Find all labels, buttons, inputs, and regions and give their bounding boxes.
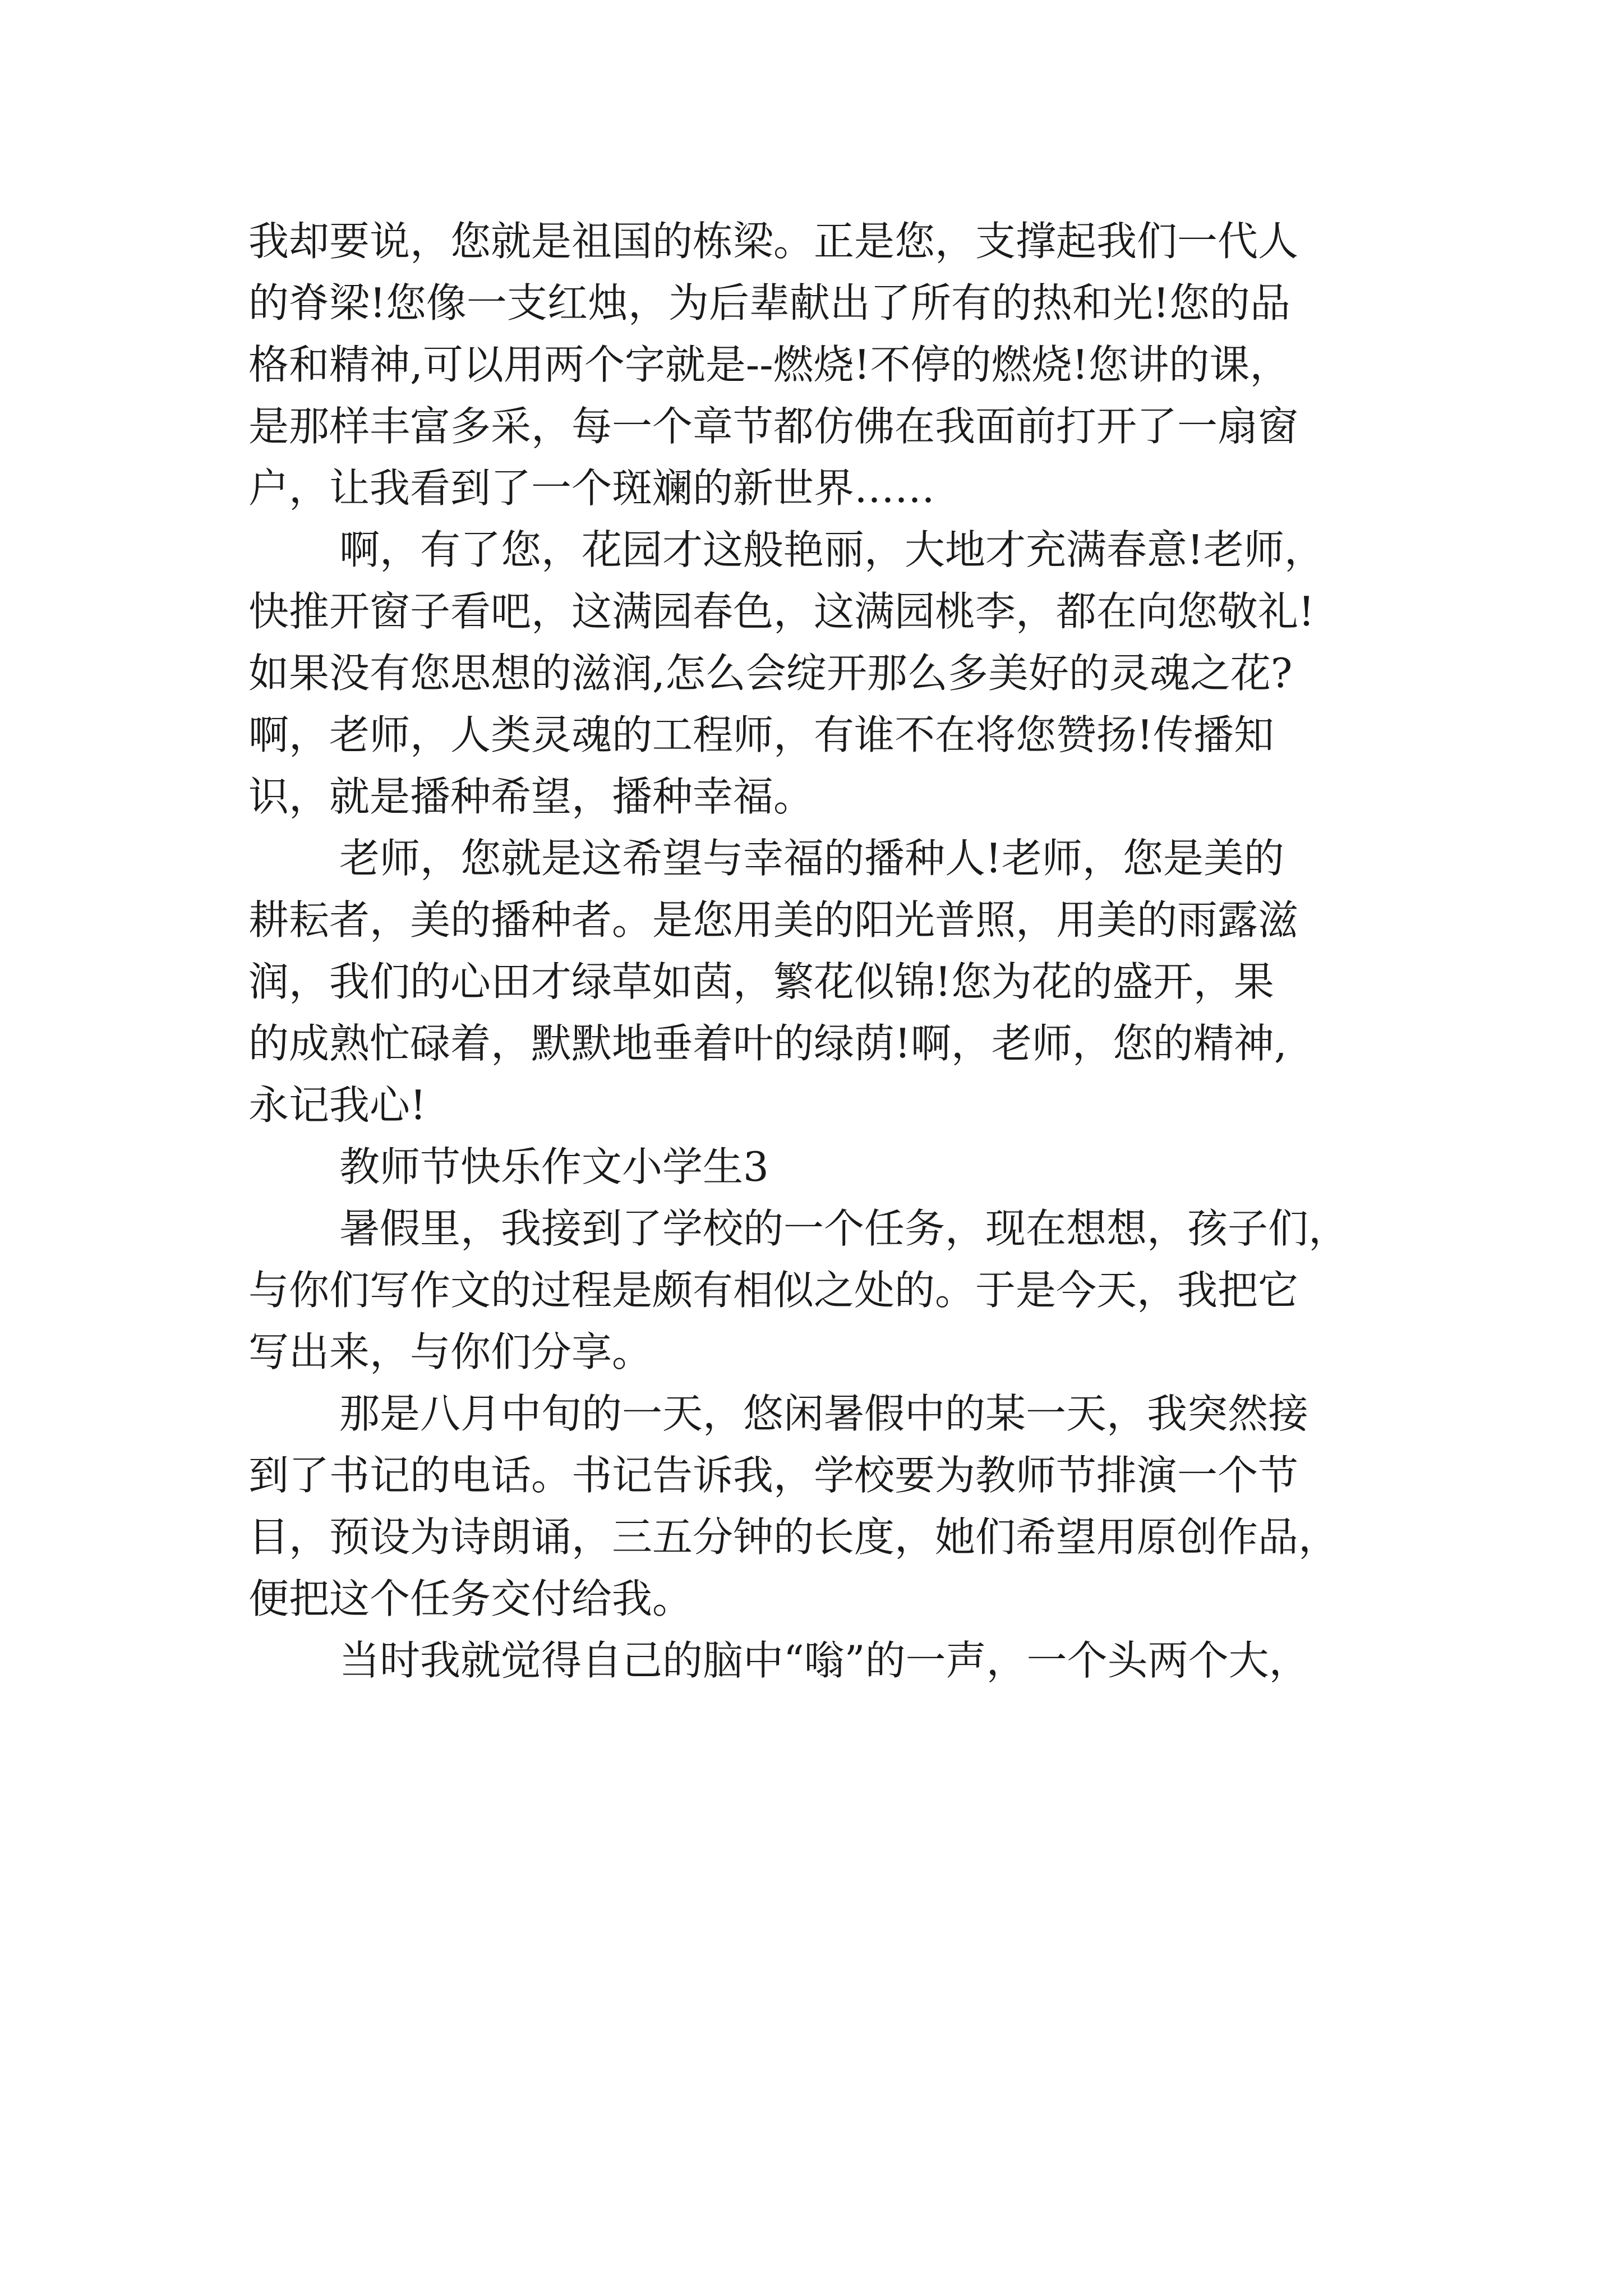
- paragraph-line: 润，我们的心田才绿草如茵，繁花似锦!您为花的盛开，果: [248, 958, 1274, 1005]
- paragraph-line: 啊，有了您，花园才这般艳丽，大地才充满春意!老师，: [339, 526, 1325, 573]
- paragraph-6: [248, 1630, 1421, 1691]
- paragraph-line: 的脊梁!您像一支红烛，为后辈献出了所有的热和光!您的品: [248, 279, 1290, 326]
- paragraph-line: 识，就是播种希望，播种幸福。: [248, 773, 814, 820]
- paragraph-line: 耕耘者，美的播种者。是您用美的阳光普照，用美的雨露滋: [248, 896, 1299, 944]
- paragraph-line: 当时我就觉得自己的脑中“嗡”的一声，一个头两个大，: [339, 1637, 1310, 1684]
- paragraph-4: [248, 1198, 1421, 1383]
- paragraph-line: 老师，您就是这希望与幸福的播种人!老师，您是美的: [339, 835, 1284, 882]
- paragraph-line: 啊，老师，人类灵魂的工程师，有谁不在将您赞扬!传播知: [248, 711, 1274, 758]
- paragraph-line: 我却要说，您就是祖国的栋梁。正是您，支撑起我们一代人: [248, 218, 1299, 265]
- paragraph-line: 户，让我看到了一个斑斓的新世界……: [248, 464, 935, 512]
- paragraph-5: [248, 1383, 1421, 1630]
- paragraph-line: 是那样丰富多采，每一个章节都仿佛在我面前打开了一扇窗: [248, 403, 1299, 450]
- paragraph-line: 如果没有您思想的滋润,怎么会绽开那么多美好的灵魂之花?: [248, 650, 1293, 697]
- paragraph-line: 写出来，与你们分享。: [248, 1328, 653, 1375]
- paragraph-line: 目，预设为诗朗诵，三五分钟的长度，她们希望用原创作品，: [248, 1513, 1339, 1561]
- section-title: 教师节快乐作文小学生3: [339, 1143, 769, 1190]
- paragraph-line: 永记我心!: [248, 1082, 426, 1129]
- paragraph-line: 的成熟忙碌着，默默地垂着叶的绿荫!啊，老师，您的精神,: [248, 1020, 1287, 1067]
- paragraph-line: 格和精神,可以用两个字就是--燃烧!不停的燃烧!您讲的课，: [248, 341, 1290, 388]
- paragraph-line: 暑假里，我接到了学校的一个任务，现在想想，孩子们，: [339, 1205, 1349, 1252]
- paragraph-line: 便把这个任务交付给我。: [248, 1575, 693, 1622]
- paragraph-1: [248, 210, 1421, 519]
- paragraph-line: 那是八月中旬的一天，悠闲暑假中的某一天，我突然接: [339, 1390, 1309, 1437]
- paragraph-line: 与你们写作文的过程是颇有相似之处的。于是今天，我把它: [248, 1267, 1299, 1314]
- paragraph-line: 快推开窗子看吧，这满园春色，这满园桃李，都在向您敬礼!: [248, 588, 1315, 635]
- paragraph-3: [248, 827, 1421, 1136]
- paragraph-2: [248, 519, 1421, 827]
- paragraph-line: 到了书记的电话。书记告诉我，学校要为教师节排演一个节: [248, 1452, 1299, 1499]
- document-body: [248, 210, 1421, 1691]
